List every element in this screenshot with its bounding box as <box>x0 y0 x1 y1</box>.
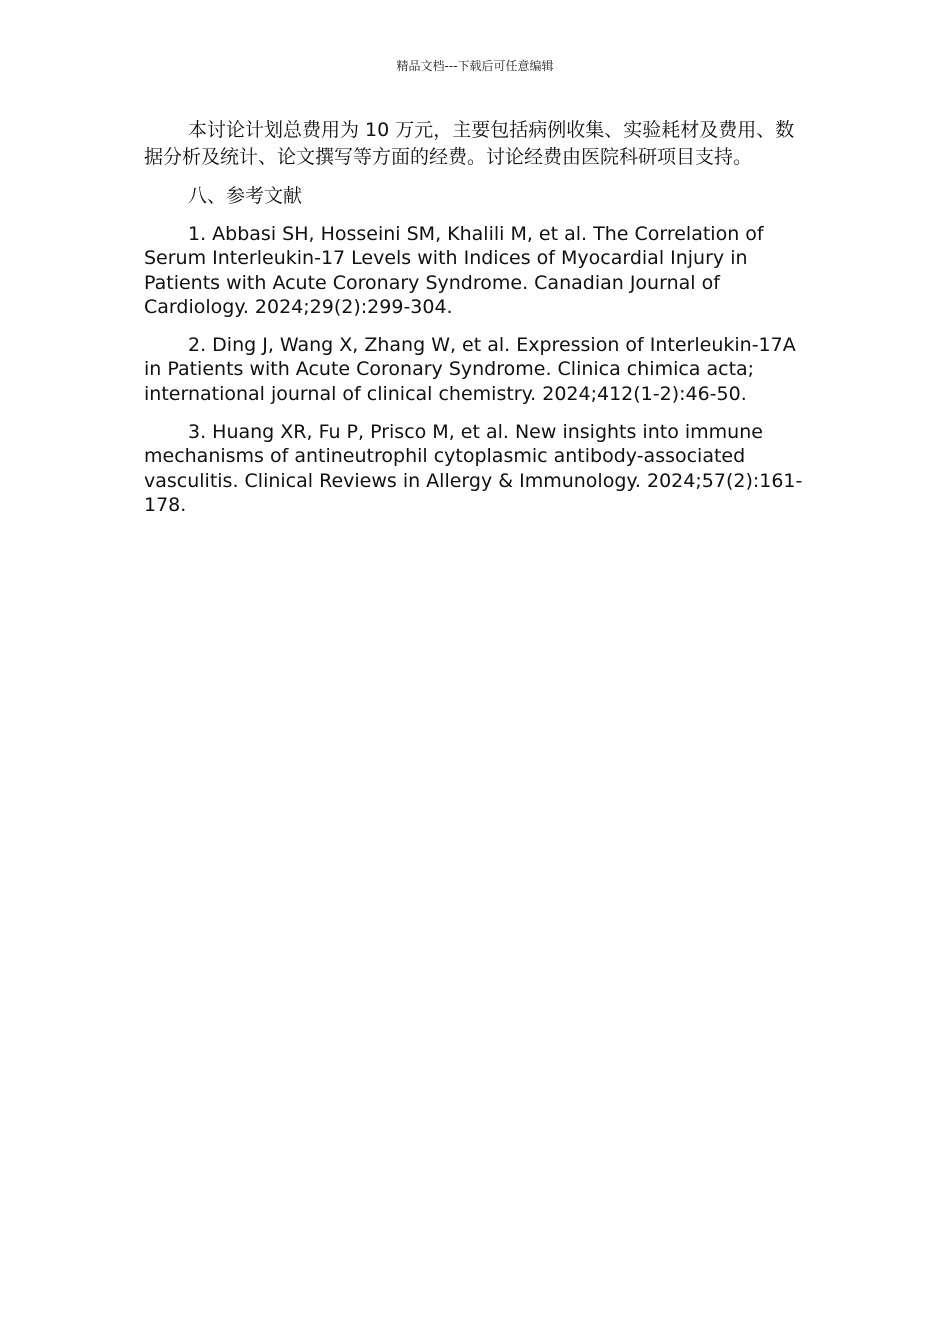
reference-item-2: 2. Ding J, Wang X, Zhang W, et al. Expression of Interleukin-17A in Patients with Acute Coronary Syndrome. Clinica chimica acta; international journal of clinical chemistry. 2024;412(1-2):46-50. <box>144 334 796 405</box>
reference-item-3: 3. Huang XR, Fu P, Prisco M, et al. New insights into immune mechanisms of antineutrophil cytoplasmic antibody-associated vasculitis. Clinical Reviews in Allergy & Immunology. 2024;57(2):161-178. <box>144 421 803 516</box>
budget-paragraph: 本讨论计划总费用为 10 万元，主要包括病例收集、实验耗材及费用、数据分析及统计、论文撰写等方面的经费。讨论经费由医院科研项目支持。 <box>144 119 795 168</box>
reference-item-1: 1. Abbasi SH, Hosseini SM, Khalili M, et al. The Correlation of Serum Interleukin-17 Levels with Indices of Myocardial Injury in Patients with Acute Coronary Syndrome. Canadian Journal of Cardiology. 2024;29(2):299-304. <box>144 223 764 318</box>
document-body <box>144 117 810 531</box>
page-header: 精品文档---下载后可任意编辑 <box>396 59 554 73</box>
references-heading: 八、参考文献 <box>188 185 303 207</box>
